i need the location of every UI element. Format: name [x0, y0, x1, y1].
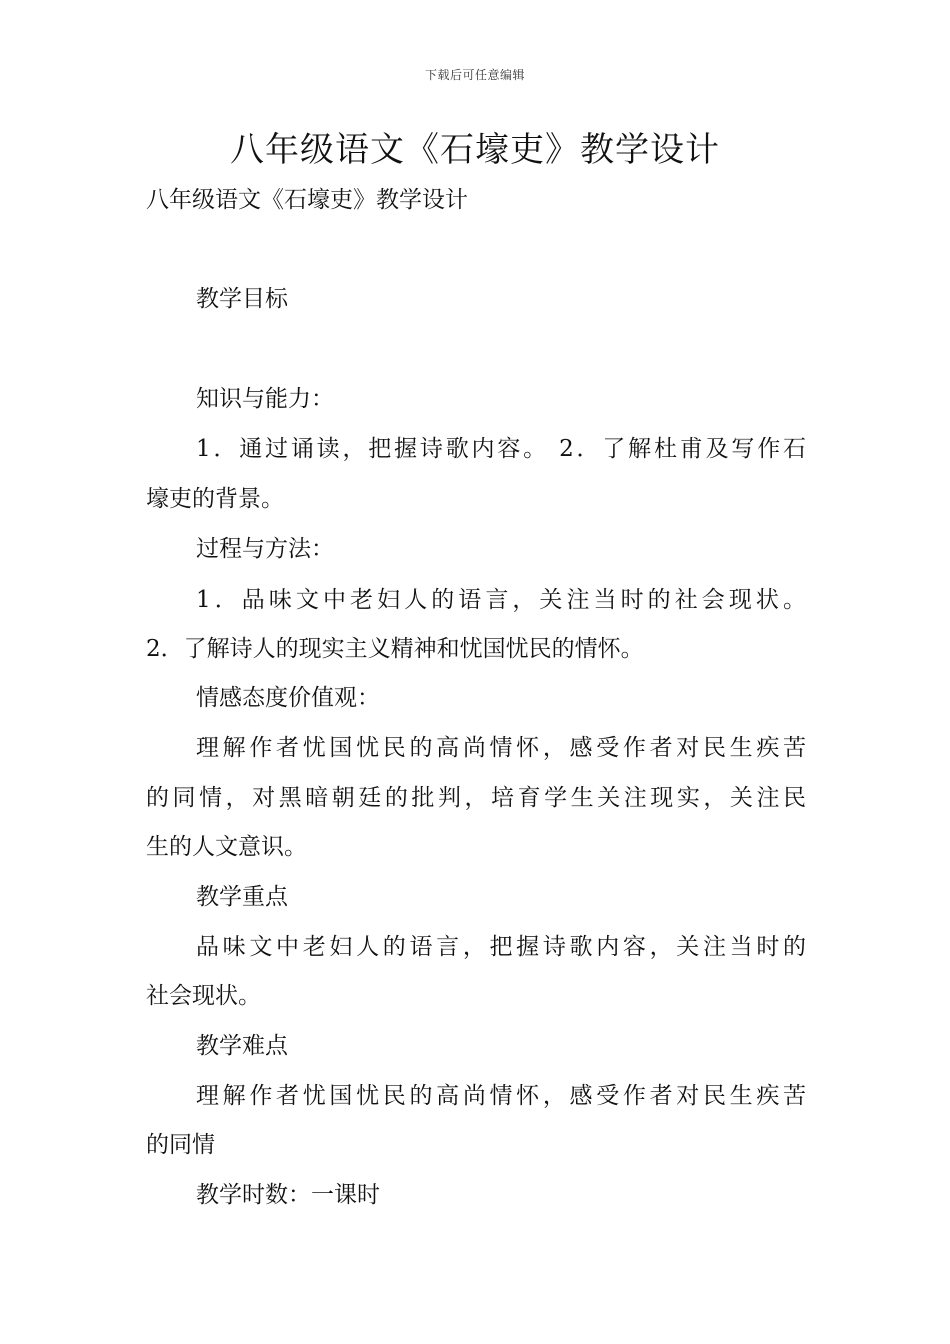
paragraph-line: 壕吏的背景。: [146, 486, 284, 512]
paragraph-line: 1．通过诵读，把握诗歌内容。 2．了解杜甫及写作石: [196, 436, 806, 462]
paragraph-line: 生的人文意识。: [146, 834, 307, 860]
page-header-note: 下载后可任意编辑: [424, 68, 525, 82]
document-subtitle: 八年级语文《石壕吏》教学设计: [146, 187, 468, 213]
paragraph-line: 社会现状。: [146, 983, 261, 1009]
heading-process-method: 过程与方法：: [196, 536, 334, 562]
heading-teaching-objectives: 教学目标: [196, 286, 288, 312]
paragraph-line: 品味文中老妇人的语言，把握诗歌内容，关注当时的: [196, 934, 806, 960]
paragraph-line: 的同情: [146, 1132, 215, 1158]
teaching-hours-line: 教学时数：一课时: [196, 1182, 380, 1208]
paragraph-line: 理解作者忧国忧民的高尚情怀，感受作者对民生疾苦: [196, 1083, 806, 1109]
heading-teaching-focus: 教学重点: [196, 884, 288, 910]
document-title: 八年级语文《石壕吏》教学设计: [230, 130, 720, 170]
paragraph-line: 1．品味文中老妇人的语言，关注当时的社会现状。: [196, 587, 806, 613]
paragraph-line: 理解作者忧国忧民的高尚情怀，感受作者对民生疾苦: [196, 735, 806, 761]
heading-teaching-difficulty: 教学难点: [196, 1033, 288, 1059]
paragraph-line: 2．了解诗人的现实主义精神和忧国忧民的情怀。: [146, 636, 644, 662]
heading-knowledge-ability: 知识与能力：: [196, 386, 334, 412]
paragraph-line: 的同情，对黑暗朝廷的批判，培育学生关注现实，关注民: [146, 785, 806, 811]
heading-emotion-values: 情感态度价值观：: [196, 685, 380, 711]
